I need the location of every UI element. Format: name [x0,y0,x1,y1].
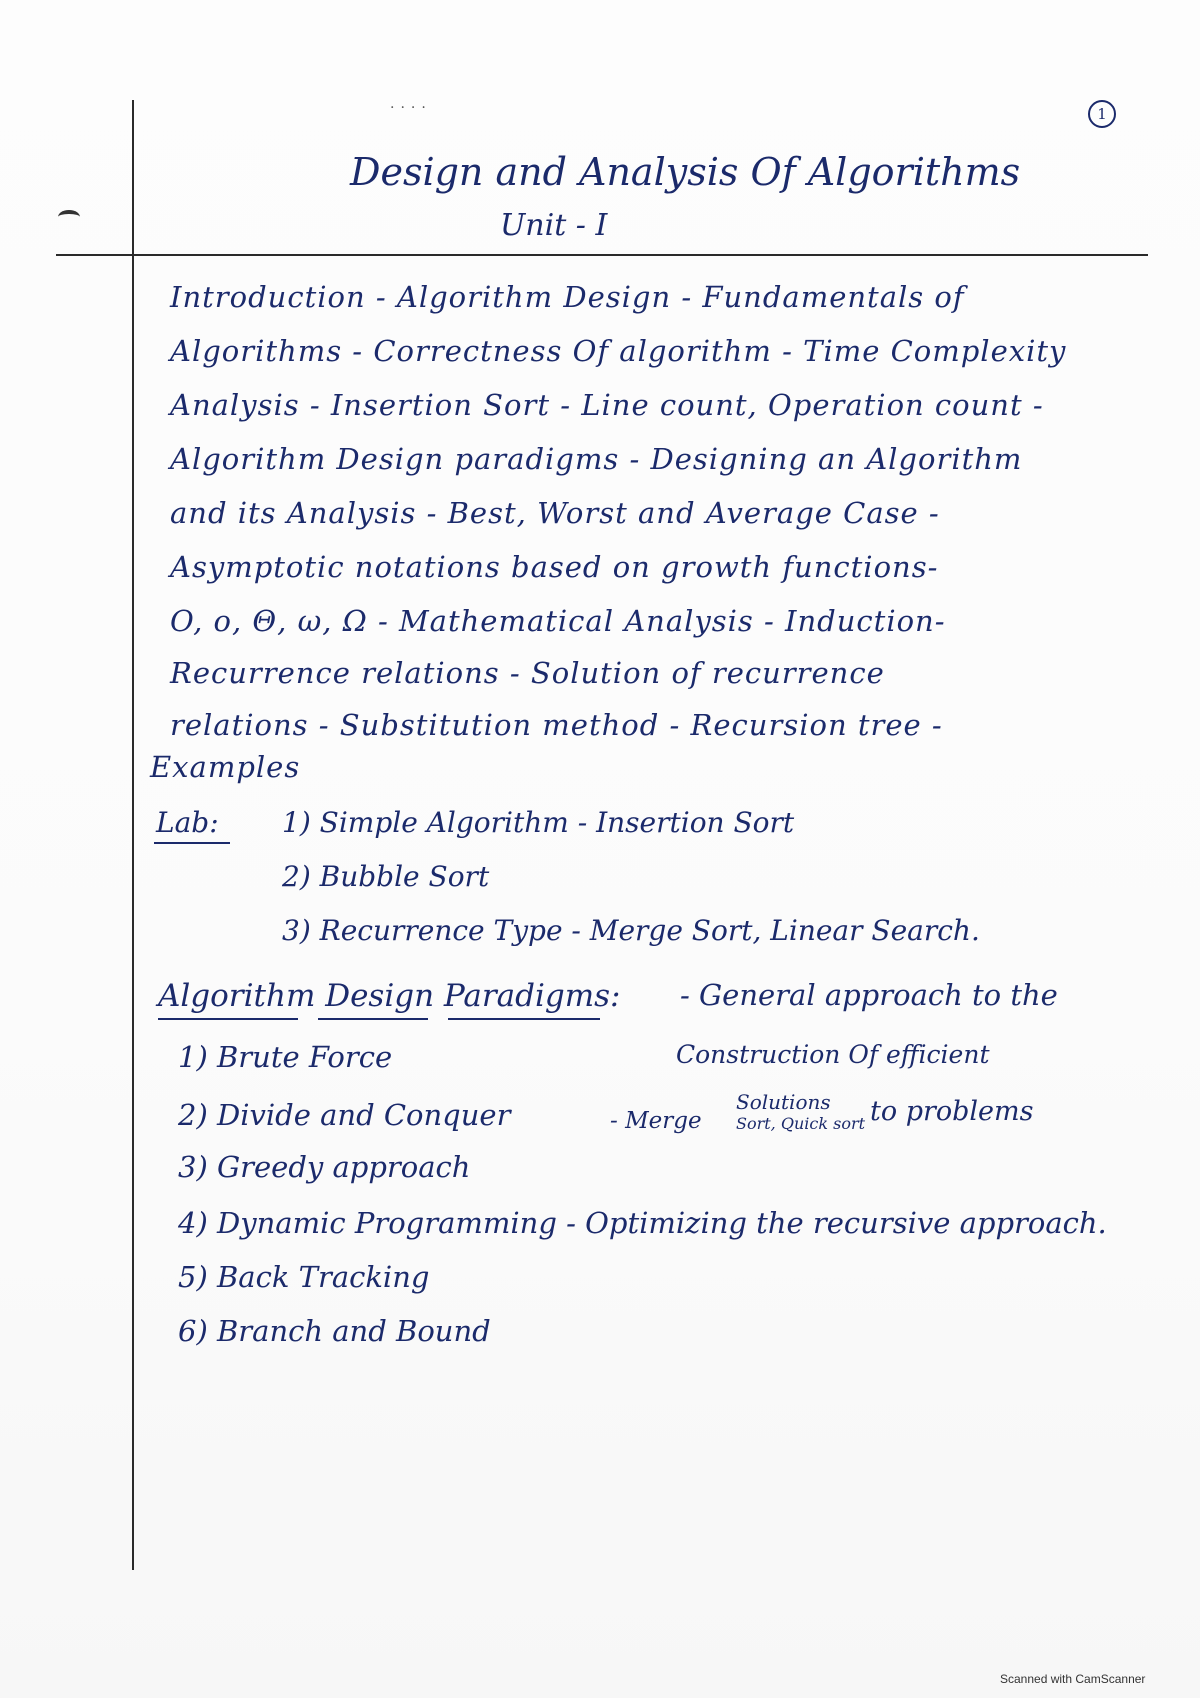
syllabus-line: Introduction - Algorithm Design - Fundamentals of [170,280,965,314]
to-problems-note: to problems [870,1096,1034,1127]
paradigm-item: 3) Greedy approach [178,1150,471,1184]
paradigm-item: 5) Back Tracking [178,1260,430,1294]
paradigm-item: 4) Dynamic Programming - Optimizing the recursive approach. [178,1206,1107,1240]
paradigm-item: 1) Brute Force [178,1040,393,1074]
paradigms-description: - General approach to the [680,978,1058,1012]
heading-underline [318,1018,428,1020]
heading-underline [448,1018,600,1020]
page-title: Design and Analysis Of Algorithms [350,150,1021,194]
lab-item: 3) Recurrence Type - Merge Sort, Linear Search. [282,914,980,947]
lab-label: Lab: [156,806,219,839]
horizontal-margin-line [56,254,1148,256]
syllabus-line: and its Analysis - Best, Worst and Average Case - [170,496,940,530]
page-number: 1 [1088,100,1116,128]
corner-mark [58,210,80,224]
syllabus-line: Asymptotic notations based on growth functions- [170,550,939,584]
paradigms-description-2: Construction Of efficient [676,1040,990,1069]
heading-underline [158,1018,298,1020]
lab-underline [154,842,230,844]
paradigms-heading: Algorithm Design Paradigms: [158,978,621,1014]
solutions-note: Solutions [736,1090,831,1114]
syllabus-line: Analysis - Insertion Sort - Line count, Operation count - [170,388,1044,422]
syllabus-line: relations - Substitution method - Recursion tree - [170,708,943,742]
lab-item: 2) Bubble Sort [282,860,490,893]
syllabus-line: Recurrence relations - Solution of recurrence [170,656,885,690]
syllabus-line: Algorithms - Correctness Of algorithm - Time Complexity [170,334,1067,368]
syllabus-line: Examples [150,750,301,784]
scanner-footer: Scanned with CamScanner [1000,1672,1146,1686]
paradigm-item: 6) Branch and Bound [178,1314,491,1348]
top-dots: .... [390,96,432,112]
syllabus-line: O, o, Θ, ω, Ω - Mathematical Analysis - Induction- [170,604,946,638]
sort-examples-note: Sort, Quick sort [736,1114,866,1133]
vertical-margin-line [132,100,134,1570]
merge-note: - Merge [610,1108,702,1134]
lab-item: 1) Simple Algorithm - Insertion Sort [282,806,795,839]
syllabus-line: Algorithm Design paradigms - Designing an Algorithm [170,442,1023,476]
paradigm-item: 2) Divide and Conquer [178,1098,511,1132]
unit-heading: Unit - I [500,208,608,243]
